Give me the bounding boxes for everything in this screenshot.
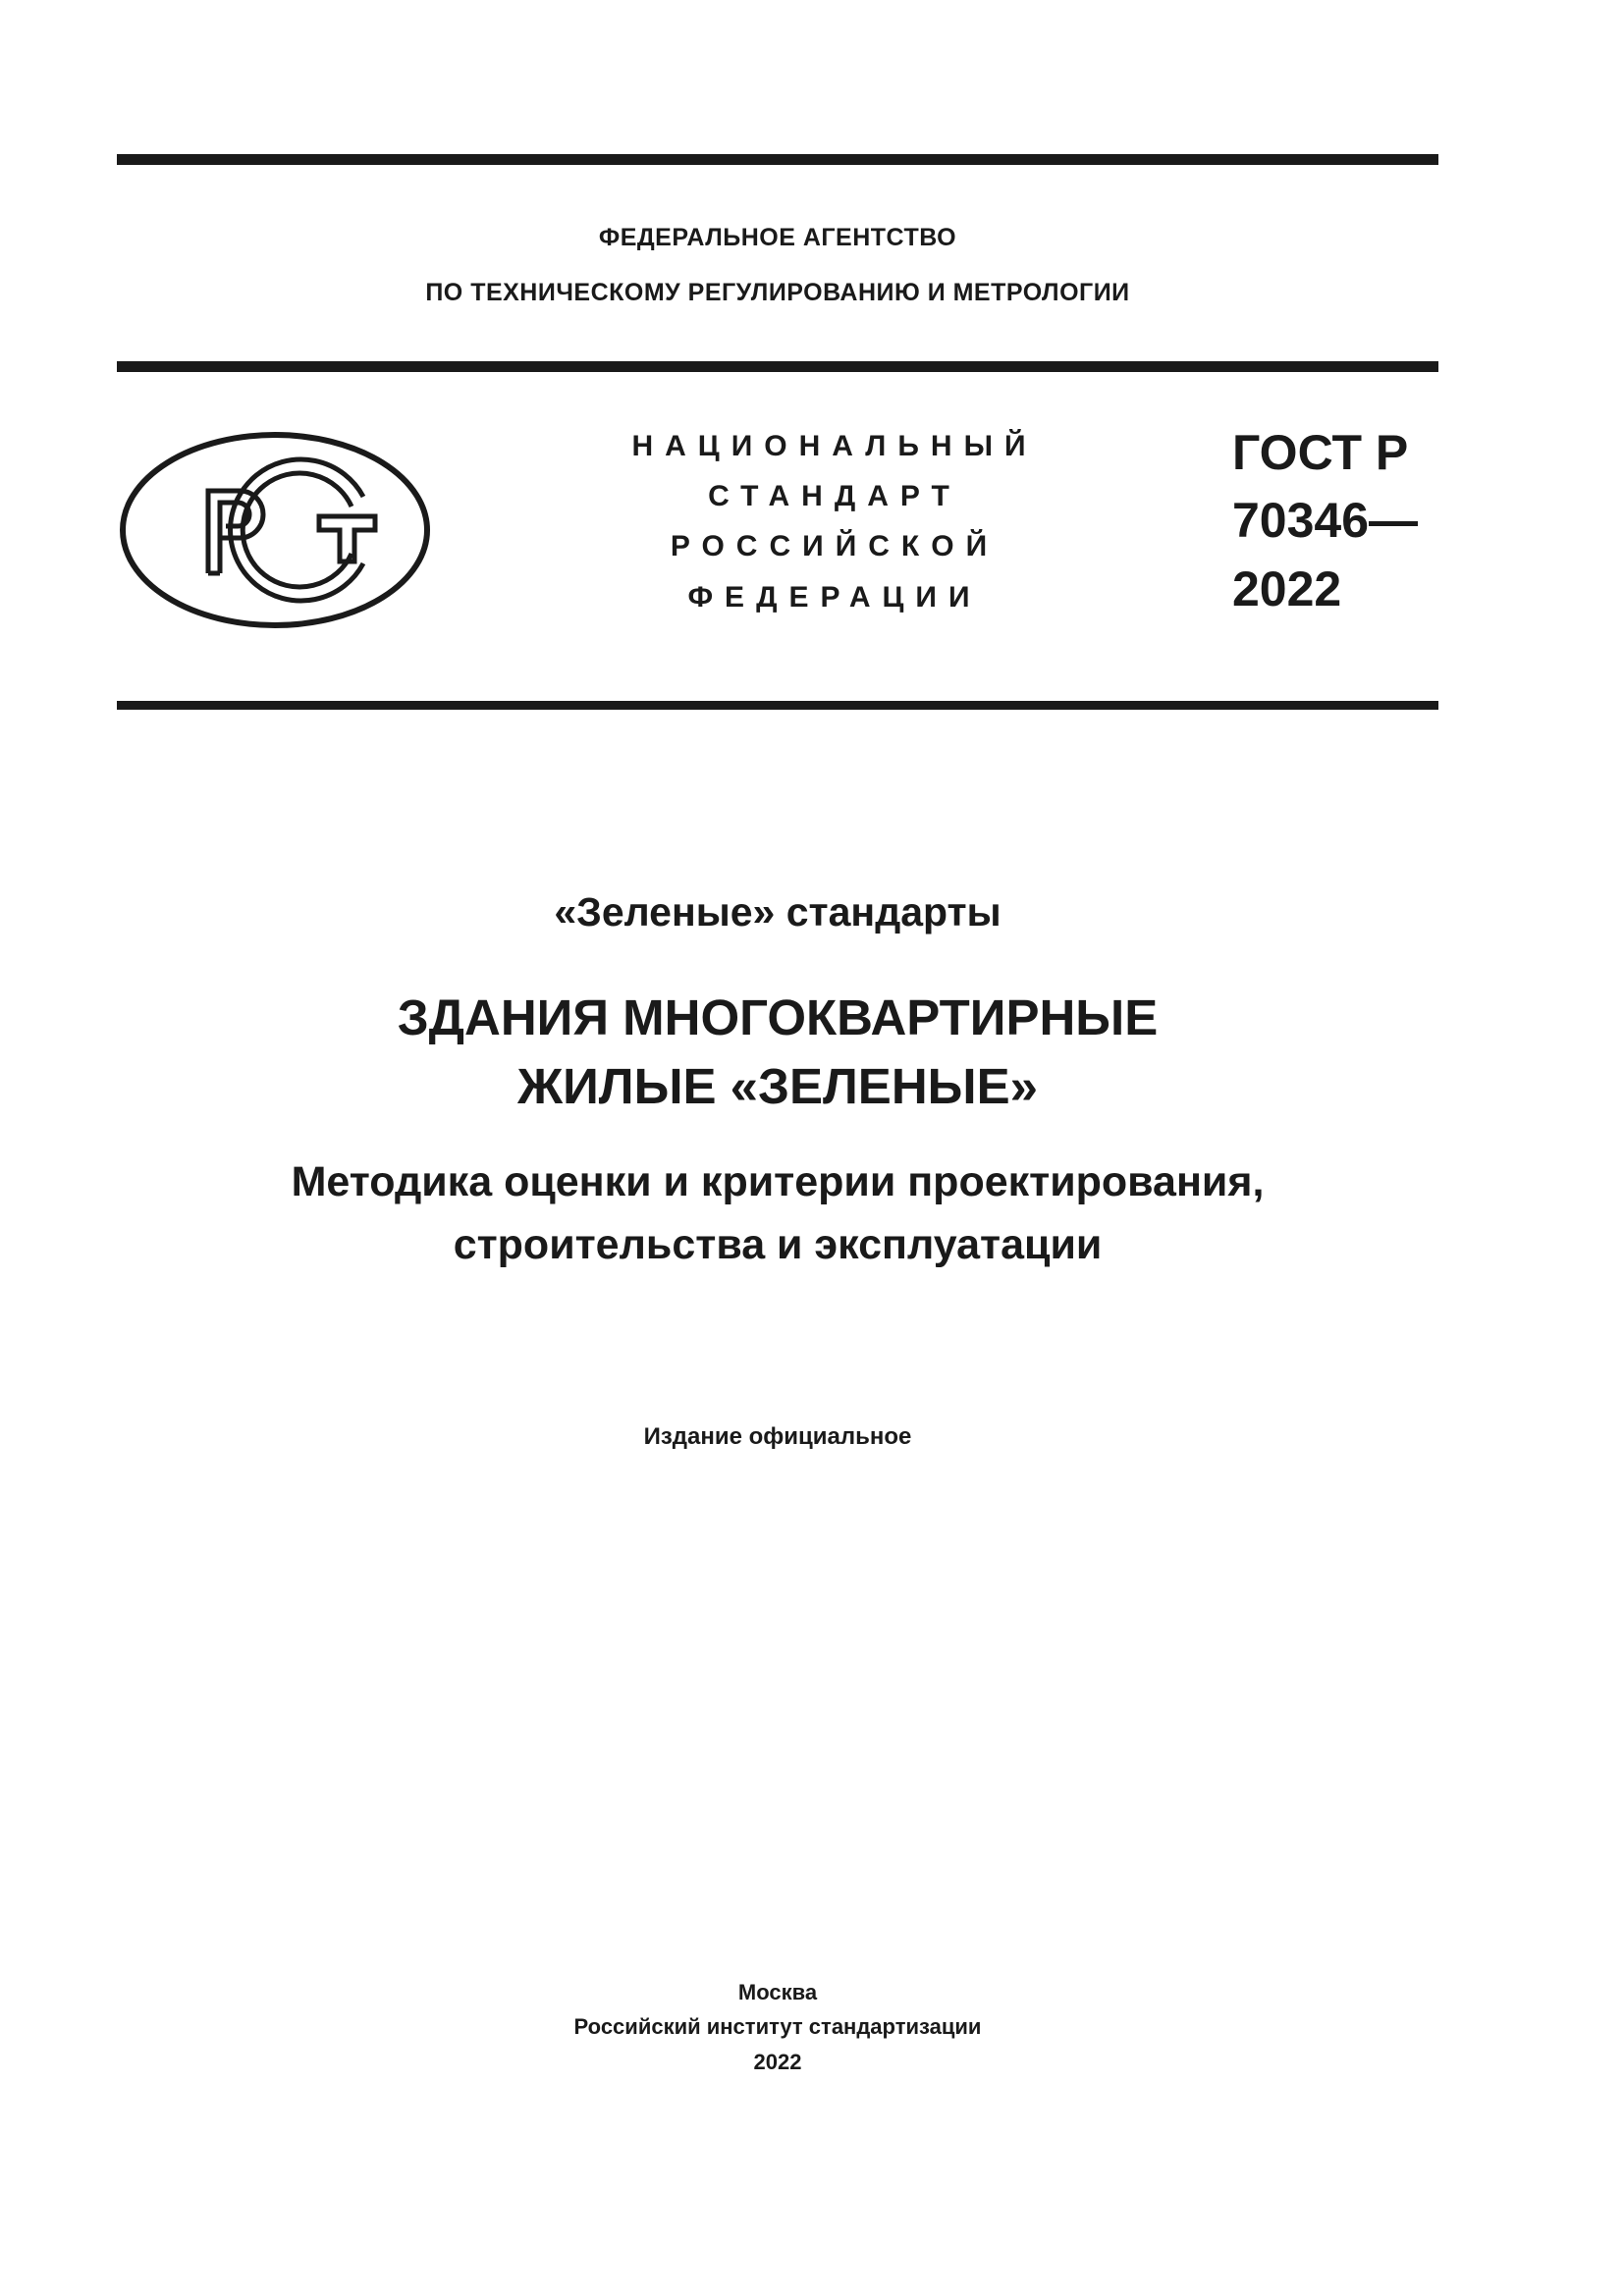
series-title: «Зеленые» стандарты bbox=[554, 889, 1001, 934]
designation-line2: 70346— bbox=[1232, 493, 1419, 548]
agency-name-line1: ФЕДЕРАЛЬНОЕ АГЕНТСТВО bbox=[598, 224, 957, 251]
designation-line3: 2022 bbox=[1232, 561, 1342, 616]
standard-type-line4: ФЕДЕРАЦИИ bbox=[687, 581, 982, 614]
imprint-year: 2022 bbox=[753, 2050, 802, 2074]
imprint-publisher: Российский институт стандартизации bbox=[573, 2014, 982, 2039]
designation-rule bbox=[117, 701, 1438, 710]
designation-line1: ГОСТ Р bbox=[1232, 425, 1409, 480]
subtitle-line1: Методика оценки и критерии проектирования, bbox=[291, 1158, 1265, 1205]
header-rule bbox=[117, 361, 1438, 372]
rst-certification-mark-icon bbox=[118, 430, 432, 630]
main-title-line2: ЖИЛЫЕ «ЗЕЛЕНЫЕ» bbox=[517, 1058, 1038, 1114]
standard-type-line3: РОССИЙСКОЙ bbox=[670, 530, 1000, 562]
subtitle-line2: строительства и эксплуатации bbox=[453, 1221, 1103, 1268]
edition-label: Издание официальное bbox=[643, 1423, 912, 1450]
agency-name-line2: ПО ТЕХНИЧЕСКОМУ РЕГУЛИРОВАНИЮ И МЕТРОЛОГИИ bbox=[425, 279, 1130, 306]
standard-type-line2: СТАНДАРТ bbox=[708, 480, 961, 512]
main-title-line1: ЗДАНИЯ МНОГОКВАРТИРНЫЕ bbox=[397, 989, 1159, 1045]
imprint-city: Москва bbox=[737, 1980, 818, 2004]
standard-type-line1: НАЦИОНАЛЬНЫЙ bbox=[631, 430, 1038, 462]
top-rule bbox=[117, 154, 1438, 165]
